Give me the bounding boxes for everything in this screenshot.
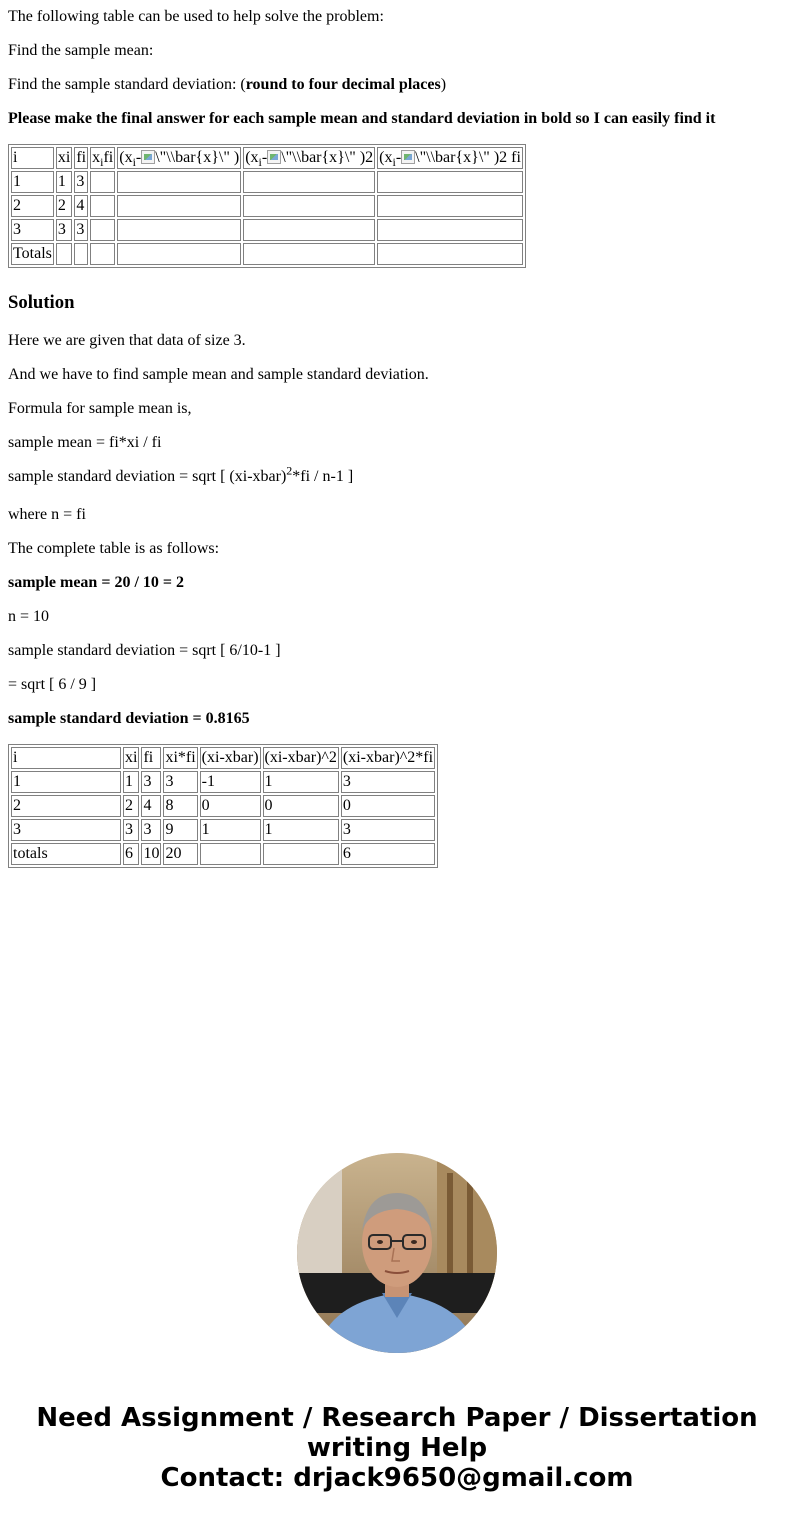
table-cell xyxy=(377,219,523,241)
table-cell xyxy=(377,195,523,217)
table-cell: 1 xyxy=(11,771,121,793)
promo-line-2: writing Help xyxy=(306,1433,488,1463)
solution-line: Formula for sample mean is, xyxy=(8,400,192,417)
table-row-totals xyxy=(11,843,435,865)
table-header-cell: (xi-xbar) xyxy=(200,747,261,769)
solution-heading: Solution xyxy=(8,292,75,313)
header-i: i xyxy=(11,147,54,169)
h6-a: (x xyxy=(245,149,259,166)
table-cell xyxy=(243,171,375,193)
h6-alt: \"\\bar{x}\" xyxy=(281,149,356,166)
table-row xyxy=(11,171,523,193)
h7-sub: i xyxy=(392,155,396,170)
intro-line-3-prefix: Find the sample standard deviation: ( xyxy=(8,76,246,93)
table-cell: 3 xyxy=(11,819,121,841)
h5-alt: \"\\bar{x}\" xyxy=(155,149,230,166)
table-cell xyxy=(243,195,375,217)
h5-sub: i xyxy=(132,155,136,170)
header-fi: fi xyxy=(74,147,88,169)
sd-formula-sup: 2 xyxy=(286,463,293,478)
promo-footer xyxy=(0,1403,794,1493)
table-header-cell: i xyxy=(11,747,121,769)
intro-line-3-suffix: ) xyxy=(440,76,447,93)
header-xi: xi xyxy=(56,147,72,169)
intro-line-3 xyxy=(8,76,446,94)
problem-table-header-row xyxy=(11,147,523,169)
table-cell: 20 xyxy=(163,843,197,865)
h7-b: - xyxy=(395,149,402,166)
header-xifi-sub: i xyxy=(100,155,104,170)
table-cell: 6 xyxy=(123,843,139,865)
header-deviation xyxy=(117,147,241,169)
table-cell xyxy=(263,843,339,865)
table-cell: 6 xyxy=(341,843,435,865)
h7-alt: \"\\bar{x}\" xyxy=(415,149,490,166)
sample-mean-answer: sample mean = 20 / 10 = 2 xyxy=(8,574,185,591)
table-cell xyxy=(377,171,523,193)
table-cell: 3 xyxy=(123,819,139,841)
table-cell xyxy=(90,219,115,241)
table-cell: 2 xyxy=(11,795,121,817)
table-cell: 1 xyxy=(11,171,54,193)
broken-image-icon xyxy=(401,150,415,164)
table-cell xyxy=(117,243,241,265)
table-cell: totals xyxy=(11,843,121,865)
table-cell: Totals xyxy=(11,243,54,265)
h6-sub: i xyxy=(258,155,262,170)
table-header-cell: xi xyxy=(123,747,139,769)
h5-a: (x xyxy=(119,149,133,166)
table-cell: 4 xyxy=(141,795,161,817)
table-cell: 2 xyxy=(11,195,54,217)
h7-c: )2 fi xyxy=(489,149,521,166)
intro-line-2: Find the sample mean: xyxy=(8,42,154,59)
sd-formula-b: *fi / n-1 ] xyxy=(292,468,354,485)
sample-sd-answer: sample standard deviation = 0.8165 xyxy=(8,710,250,727)
promo-line-1: Need Assignment / Research Paper / Dissertation xyxy=(36,1403,758,1433)
solution-line: = sqrt [ 6 / 9 ] xyxy=(8,676,97,693)
solution-line: And we have to find sample mean and sample standard deviation. xyxy=(8,366,429,383)
header-deviation-squared-fi xyxy=(377,147,523,169)
sample-sd-formula xyxy=(8,463,354,486)
table-cell xyxy=(243,243,375,265)
problem-table xyxy=(8,144,526,268)
table-row xyxy=(11,219,523,241)
table-cell: 1 xyxy=(200,819,261,841)
author-photo xyxy=(297,1153,497,1353)
solution-line: The complete table is as follows: xyxy=(8,540,220,557)
table-cell: 3 xyxy=(74,171,88,193)
h5-b: - xyxy=(135,149,142,166)
table-row xyxy=(11,795,435,817)
h6-c: )2 xyxy=(355,149,374,166)
table-cell xyxy=(117,195,241,217)
intro-line-4: Please make the final answer for each sample mean and standard deviation in bold so I can easily find it xyxy=(8,110,716,127)
table-cell xyxy=(74,243,88,265)
solution-table xyxy=(8,744,438,868)
broken-image-icon xyxy=(267,150,281,164)
table-cell: 3 xyxy=(341,819,435,841)
table-row xyxy=(11,195,523,217)
h6-b: - xyxy=(261,149,268,166)
header-deviation-squared xyxy=(243,147,375,169)
table-header-cell: fi xyxy=(141,747,161,769)
table-header-cell: (xi-xbar)^2*fi xyxy=(341,747,435,769)
intro-line-3-bold: round to four decimal places xyxy=(245,76,441,93)
table-cell xyxy=(243,219,375,241)
solution-line: Here we are given that data of size 3. xyxy=(8,332,246,349)
table-cell: 9 xyxy=(163,819,197,841)
table-row xyxy=(11,819,435,841)
table-cell xyxy=(117,219,241,241)
table-cell xyxy=(117,171,241,193)
table-cell: 3 xyxy=(141,771,161,793)
solution-line: n = 10 xyxy=(8,608,50,625)
h5-c: ) xyxy=(229,149,240,166)
table-row xyxy=(11,771,435,793)
solution-line: sample standard deviation = sqrt [ 6/10-1 ] xyxy=(8,642,281,659)
table-cell: 8 xyxy=(163,795,197,817)
table-cell: 1 xyxy=(263,819,339,841)
table-row-totals xyxy=(11,243,523,265)
table-cell: 4 xyxy=(74,195,88,217)
table-cell: 3 xyxy=(163,771,197,793)
table-cell: 3 xyxy=(141,819,161,841)
sd-formula-a: sample standard deviation = sqrt [ (xi-xbar) xyxy=(8,468,287,485)
h7-a: (x xyxy=(379,149,393,166)
table-cell: 1 xyxy=(56,171,72,193)
table-header-cell: (xi-xbar)^2 xyxy=(263,747,339,769)
table-cell: 0 xyxy=(263,795,339,817)
table-cell: 3 xyxy=(56,219,72,241)
table-cell: 2 xyxy=(56,195,72,217)
table-cell: 10 xyxy=(141,843,161,865)
table-cell: 3 xyxy=(74,219,88,241)
table-cell: 1 xyxy=(123,771,139,793)
table-cell: 2 xyxy=(123,795,139,817)
promo-contact: Contact: drjack9650@gmail.com xyxy=(160,1463,634,1493)
solution-line: where n = fi xyxy=(8,506,86,523)
table-cell xyxy=(377,243,523,265)
table-cell xyxy=(200,843,261,865)
table-cell xyxy=(90,195,115,217)
table-cell xyxy=(90,243,115,265)
header-xifi-a: x xyxy=(92,149,101,166)
header-xifi xyxy=(90,147,115,169)
table-cell xyxy=(90,171,115,193)
table-cell: 1 xyxy=(263,771,339,793)
intro-line-1: The following table can be used to help solve the problem: xyxy=(8,8,384,25)
broken-image-icon xyxy=(141,150,155,164)
table-cell: 0 xyxy=(200,795,261,817)
header-xifi-b: fi xyxy=(103,149,114,166)
table-cell: 0 xyxy=(341,795,435,817)
table-header-cell: xi*fi xyxy=(163,747,197,769)
table-cell: 3 xyxy=(11,219,54,241)
author-portrait-image xyxy=(297,1153,497,1353)
table-cell: 3 xyxy=(341,771,435,793)
solution-table-header-row xyxy=(11,747,435,769)
sample-mean-formula: sample mean = fi*xi / fi xyxy=(8,434,162,451)
table-cell: -1 xyxy=(200,771,261,793)
table-cell xyxy=(56,243,72,265)
